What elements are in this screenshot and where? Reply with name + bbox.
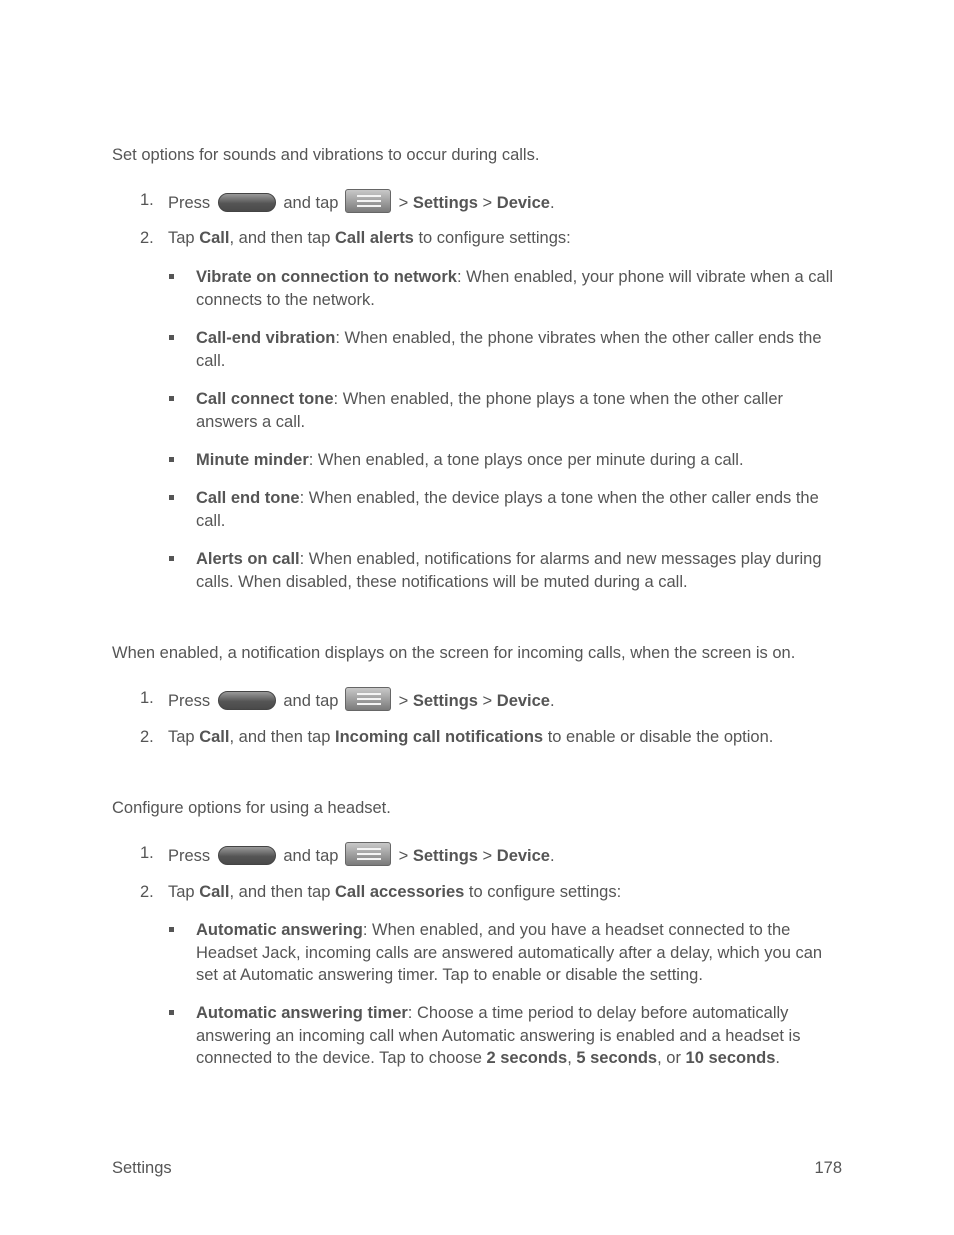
incoming-call-notifications-label: Incoming call notifications	[334, 728, 544, 746]
step-text: >	[482, 692, 493, 710]
option-5-seconds: 5 seconds	[576, 1049, 658, 1067]
option-2-seconds: 2 seconds	[486, 1049, 568, 1067]
step-text: Tap	[168, 883, 195, 901]
bullet-desc: ,	[567, 1049, 577, 1067]
list-item	[196, 548, 836, 593]
bullet-desc: .	[775, 1049, 781, 1067]
settings-label: Settings	[412, 194, 478, 212]
bullet-term: Automatic answering	[196, 921, 363, 939]
step-text: to enable or disable the option.	[547, 728, 774, 746]
step-text: >	[398, 847, 409, 865]
step-text: .	[550, 847, 555, 865]
step-text: >	[398, 194, 409, 212]
bullet-desc: : When enabled, the phone plays a tone when the other caller answers a call.	[196, 390, 784, 431]
step-text: >	[482, 847, 493, 865]
step-text: Tap	[168, 229, 195, 247]
step-2-instruction	[168, 227, 571, 250]
step-number: 1.	[140, 191, 154, 209]
bullet-desc: : When enabled, the device plays a tone when the other caller ends the call.	[196, 489, 819, 530]
step-text: and tap	[283, 194, 339, 212]
menu-button-icon	[345, 842, 391, 866]
menu-button-icon	[345, 687, 391, 711]
step-number: 2.	[140, 883, 154, 901]
settings-label: Settings	[412, 847, 478, 865]
bullet-term: Call end tone	[196, 489, 300, 507]
step-text: and tap	[283, 692, 339, 710]
bullet-desc: : When enabled, notifications for alarms and new messages play during calls. When disabled, these notifications will be muted during a call.	[196, 550, 822, 591]
bullet-desc: : When enabled, your phone will vibrate when a call connects to the network.	[196, 268, 834, 309]
bullet-desc: : Choose a time period to delay before automatically answering an incoming call when Automatic answering is enabled and a headset is connected to the device. Tap to choose	[196, 1004, 801, 1067]
bullet-term: Alerts on call	[196, 550, 300, 568]
bullet-icon	[169, 556, 174, 561]
bullet-icon	[169, 335, 174, 340]
step-text: >	[398, 692, 409, 710]
list-item	[196, 266, 836, 311]
home-button-icon	[218, 193, 276, 212]
bullet-term: Minute minder	[196, 451, 309, 469]
step-text: Press	[168, 692, 211, 710]
settings-label: Settings	[412, 692, 478, 710]
step-text: , and then tap	[229, 728, 331, 746]
call-label: Call	[199, 883, 230, 901]
bullet-term: Vibrate on connection to network	[196, 268, 457, 286]
call-alerts-label: Call alerts	[334, 229, 414, 247]
section2-intro: When enabled, a notification displays on the screen for incoming calls, when the screen is on.	[112, 644, 796, 662]
step-text: Press	[168, 847, 211, 865]
step-text: to configure settings:	[468, 883, 622, 901]
menu-button-icon	[345, 189, 391, 213]
step-number: 2.	[140, 229, 154, 247]
step-1-instruction	[168, 687, 555, 713]
list-item	[196, 449, 836, 472]
bullet-icon	[169, 396, 174, 401]
step-text: to configure settings:	[418, 229, 571, 247]
list-item	[196, 919, 836, 987]
bullet-desc: : When enabled, and you have a headset connected to the Headset Jack, incoming calls are answered automatically after a delay, which you can set at Automatic answering timer. Tap to enable or disable the setting.	[196, 921, 823, 984]
list-item	[196, 327, 836, 372]
step-1-instruction	[168, 189, 555, 215]
list-item	[196, 388, 836, 433]
step-text: .	[550, 692, 555, 710]
step-1-instruction	[168, 842, 555, 868]
step-text: Press	[168, 194, 211, 212]
bullet-icon	[169, 495, 174, 500]
step-text: >	[482, 194, 493, 212]
step-number: 2.	[140, 728, 154, 746]
section3-intro: Configure options for using a headset.	[112, 799, 391, 817]
page-number: 178	[814, 1159, 842, 1177]
step-text: , and then tap	[229, 229, 331, 247]
bullet-desc: , or	[657, 1049, 686, 1067]
call-label: Call	[199, 229, 230, 247]
bullet-icon	[169, 457, 174, 462]
section1-intro: Set options for sounds and vibrations to occur during calls.	[112, 146, 540, 164]
device-label: Device	[496, 692, 550, 710]
call-label: Call	[199, 728, 230, 746]
step-text: Tap	[168, 728, 195, 746]
bullet-icon	[169, 274, 174, 279]
bullet-icon	[169, 927, 174, 932]
bullet-desc: : When enabled, the phone vibrates when the other caller ends the call.	[196, 329, 822, 370]
step-number: 1.	[140, 844, 154, 862]
bullet-icon	[169, 1010, 174, 1015]
device-label: Device	[496, 847, 550, 865]
option-10-seconds: 10 seconds	[685, 1049, 776, 1067]
bullet-term: Automatic answering timer	[196, 1004, 408, 1022]
home-button-icon	[218, 691, 276, 710]
step-2-instruction	[168, 881, 621, 904]
device-label: Device	[496, 194, 550, 212]
footer-section-name: Settings	[112, 1159, 172, 1177]
step-text: , and then tap	[229, 883, 331, 901]
list-item	[196, 1002, 836, 1070]
call-accessories-label: Call accessories	[334, 883, 465, 901]
bullet-term: Call connect tone	[196, 390, 334, 408]
step-text: .	[550, 194, 555, 212]
bullet-term: Call-end vibration	[196, 329, 336, 347]
step-2-instruction	[168, 726, 773, 749]
home-button-icon	[218, 846, 276, 865]
bullet-desc: : When enabled, a tone plays once per minute during a call.	[308, 451, 744, 469]
step-text: and tap	[283, 847, 339, 865]
step-number: 1.	[140, 689, 154, 707]
list-item	[196, 487, 836, 532]
